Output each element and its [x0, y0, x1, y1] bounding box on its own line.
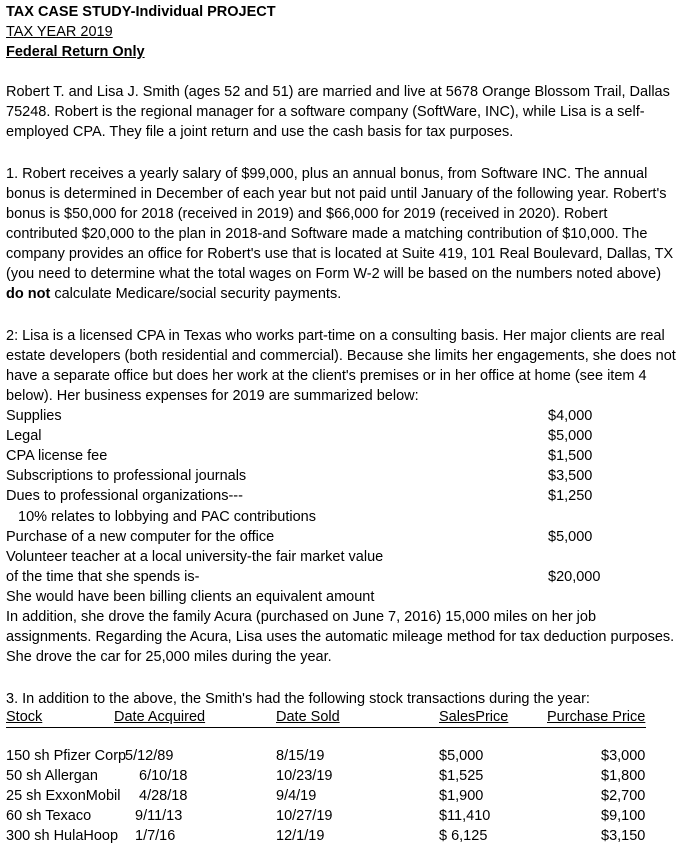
table-cell-sold: 8/15/19: [276, 748, 325, 764]
item1-line-2: bonus is determined in December of each year but not paid until January of the following year. Robert's: [6, 186, 667, 202]
computer-purchase-label: Purchase of a new computer for the office: [6, 529, 275, 545]
table-header-rule: [6, 727, 646, 728]
table-cell-purchase: $1,800: [601, 768, 646, 784]
expense-amount: $4,000: [548, 408, 593, 424]
table-cell-sold: 9/4/19: [276, 788, 317, 804]
volunteer-line-2: of the time that she spends is-: [6, 569, 200, 585]
intro-line-2: 75248. Robert is the regional manager for a software company (SoftWare, INC), while Lisa is a self-: [6, 104, 645, 120]
col-header-date-sold: Date Sold: [276, 709, 340, 725]
table-cell-sold: 10/23/19: [276, 768, 333, 784]
col-header-purchase-price: Purchase Price: [547, 709, 646, 725]
table-cell-acquired: 1/7/16: [135, 828, 176, 844]
table-cell-sold: 12/1/19: [276, 828, 325, 844]
item2-line-1: 2: Lisa is a licensed CPA in Texas who works part-time on a consulting basis. Her major clients are real: [6, 328, 665, 344]
item1-line-7: [6, 284, 341, 304]
table-cell-acquired: 5/12/89: [125, 748, 174, 764]
table-cell-sold: 10/27/19: [276, 808, 333, 824]
table-cell-sales: $1,900: [439, 788, 484, 804]
table-cell-acquired: 6/10/18: [139, 768, 188, 784]
table-cell-sales: $11,410: [439, 808, 491, 824]
expense-amount: $1,500: [548, 448, 593, 464]
col-header-date-acquired: Date Acquired: [114, 709, 206, 725]
item1-line-7-rest: calculate Medicare/social security payments.: [50, 286, 342, 302]
table-cell-sales: $5,000: [439, 748, 484, 764]
table-cell-purchase: $2,700: [601, 788, 646, 804]
item1-line-4: contributed $20,000 to the plan in 2018-and Software made a matching contribution of $10,000. The: [6, 226, 648, 242]
expense-label: Subscriptions to professional journals: [6, 468, 247, 484]
table-cell-stock: 25 sh ExxonMobil: [6, 788, 121, 804]
table-cell-sales: $1,525: [439, 768, 484, 784]
table-cell-stock: 300 sh HulaHoop: [6, 828, 119, 844]
volunteer-amount: $20,000: [548, 569, 601, 585]
computer-purchase-amount: $5,000: [548, 529, 593, 545]
scope-heading: Federal Return Only: [6, 44, 145, 60]
table-cell-acquired: 4/28/18: [139, 788, 188, 804]
intro-line-3: employed CPA. They file a joint return and use the cash basis for tax purposes.: [6, 124, 514, 140]
acura-line-3: She drove the car for 25,000 miles during the year.: [6, 649, 332, 665]
expense-label: Dues to professional organizations---: [6, 488, 243, 504]
expense-amount: $1,250: [548, 488, 593, 504]
item2-line-3: have a separate office but does her work at the client's premises or in her office at home (see item 4: [6, 368, 647, 384]
acura-line-1: In addition, she drove the family Acura (purchased on June 7, 2016) 15,000 miles on her job: [6, 609, 597, 625]
acura-line-2: assignments. Regarding the Acura, Lisa uses the automatic mileage method for tax deduction purposes.: [6, 629, 675, 645]
intro-line-1: Robert T. and Lisa J. Smith (ages 52 and 51) are married and live at 5678 Orange Blossom Trail, Dallas: [6, 84, 670, 100]
volunteer-line-3: She would have been billing clients an equivalent amount: [6, 589, 375, 605]
table-cell-sales: $ 6,125: [439, 828, 488, 844]
lobbying-note: 10% relates to lobbying and PAC contributions: [18, 509, 316, 525]
item1-line-5: company provides an office for Robert's use that is located at Suite 419, 101 Real Boulevard, Dallas, TX: [6, 246, 674, 262]
table-cell-stock: 150 sh Pfizer Corp: [6, 748, 127, 764]
col-header-sales-price: SalesPrice: [439, 709, 509, 725]
expense-amount: $5,000: [548, 428, 593, 444]
table-cell-stock: 60 sh Texaco: [6, 808, 92, 824]
table-cell-purchase: $9,100: [601, 808, 646, 824]
item3-intro: 3. In addition to the above, the Smith's had the following stock transactions during the year:: [6, 691, 590, 707]
expense-label: Legal: [6, 428, 42, 444]
table-cell-acquired: 9/11/13: [135, 808, 183, 824]
expense-amount: $3,500: [548, 468, 593, 484]
item2-line-2: estate developers (both residential and commercial). Because she limits her engagements, she does not: [6, 348, 676, 364]
item1-line-3: bonus is $50,000 for 2018 (received in 2019) and $66,000 for 2019 (received in 2020). Robert: [6, 206, 608, 222]
tax-year-heading: TAX YEAR 2019: [6, 24, 113, 40]
table-cell-stock: 50 sh Allergan: [6, 768, 98, 784]
table-cell-purchase: $3,150: [601, 828, 646, 844]
expense-label: CPA license fee: [6, 448, 108, 464]
item1-line-6: (you need to determine what the total wages on Form W-2 will be based on the numbers noted above): [6, 266, 662, 282]
do-not-emphasis: do not: [6, 286, 51, 302]
col-header-stock: Stock: [6, 709, 43, 725]
volunteer-line-1: Volunteer teacher at a local university-the fair market value: [6, 549, 384, 565]
document-title: TAX CASE STUDY-Individual PROJECT: [6, 4, 276, 20]
table-cell-purchase: $3,000: [601, 748, 646, 764]
item1-line-1: 1. Robert receives a yearly salary of $99,000, plus an annual bonus, from Software INC. The annual: [6, 166, 648, 182]
expense-label: Supplies: [6, 408, 62, 424]
item2-line-4: below). Her business expenses for 2019 are summarized below:: [6, 388, 419, 404]
